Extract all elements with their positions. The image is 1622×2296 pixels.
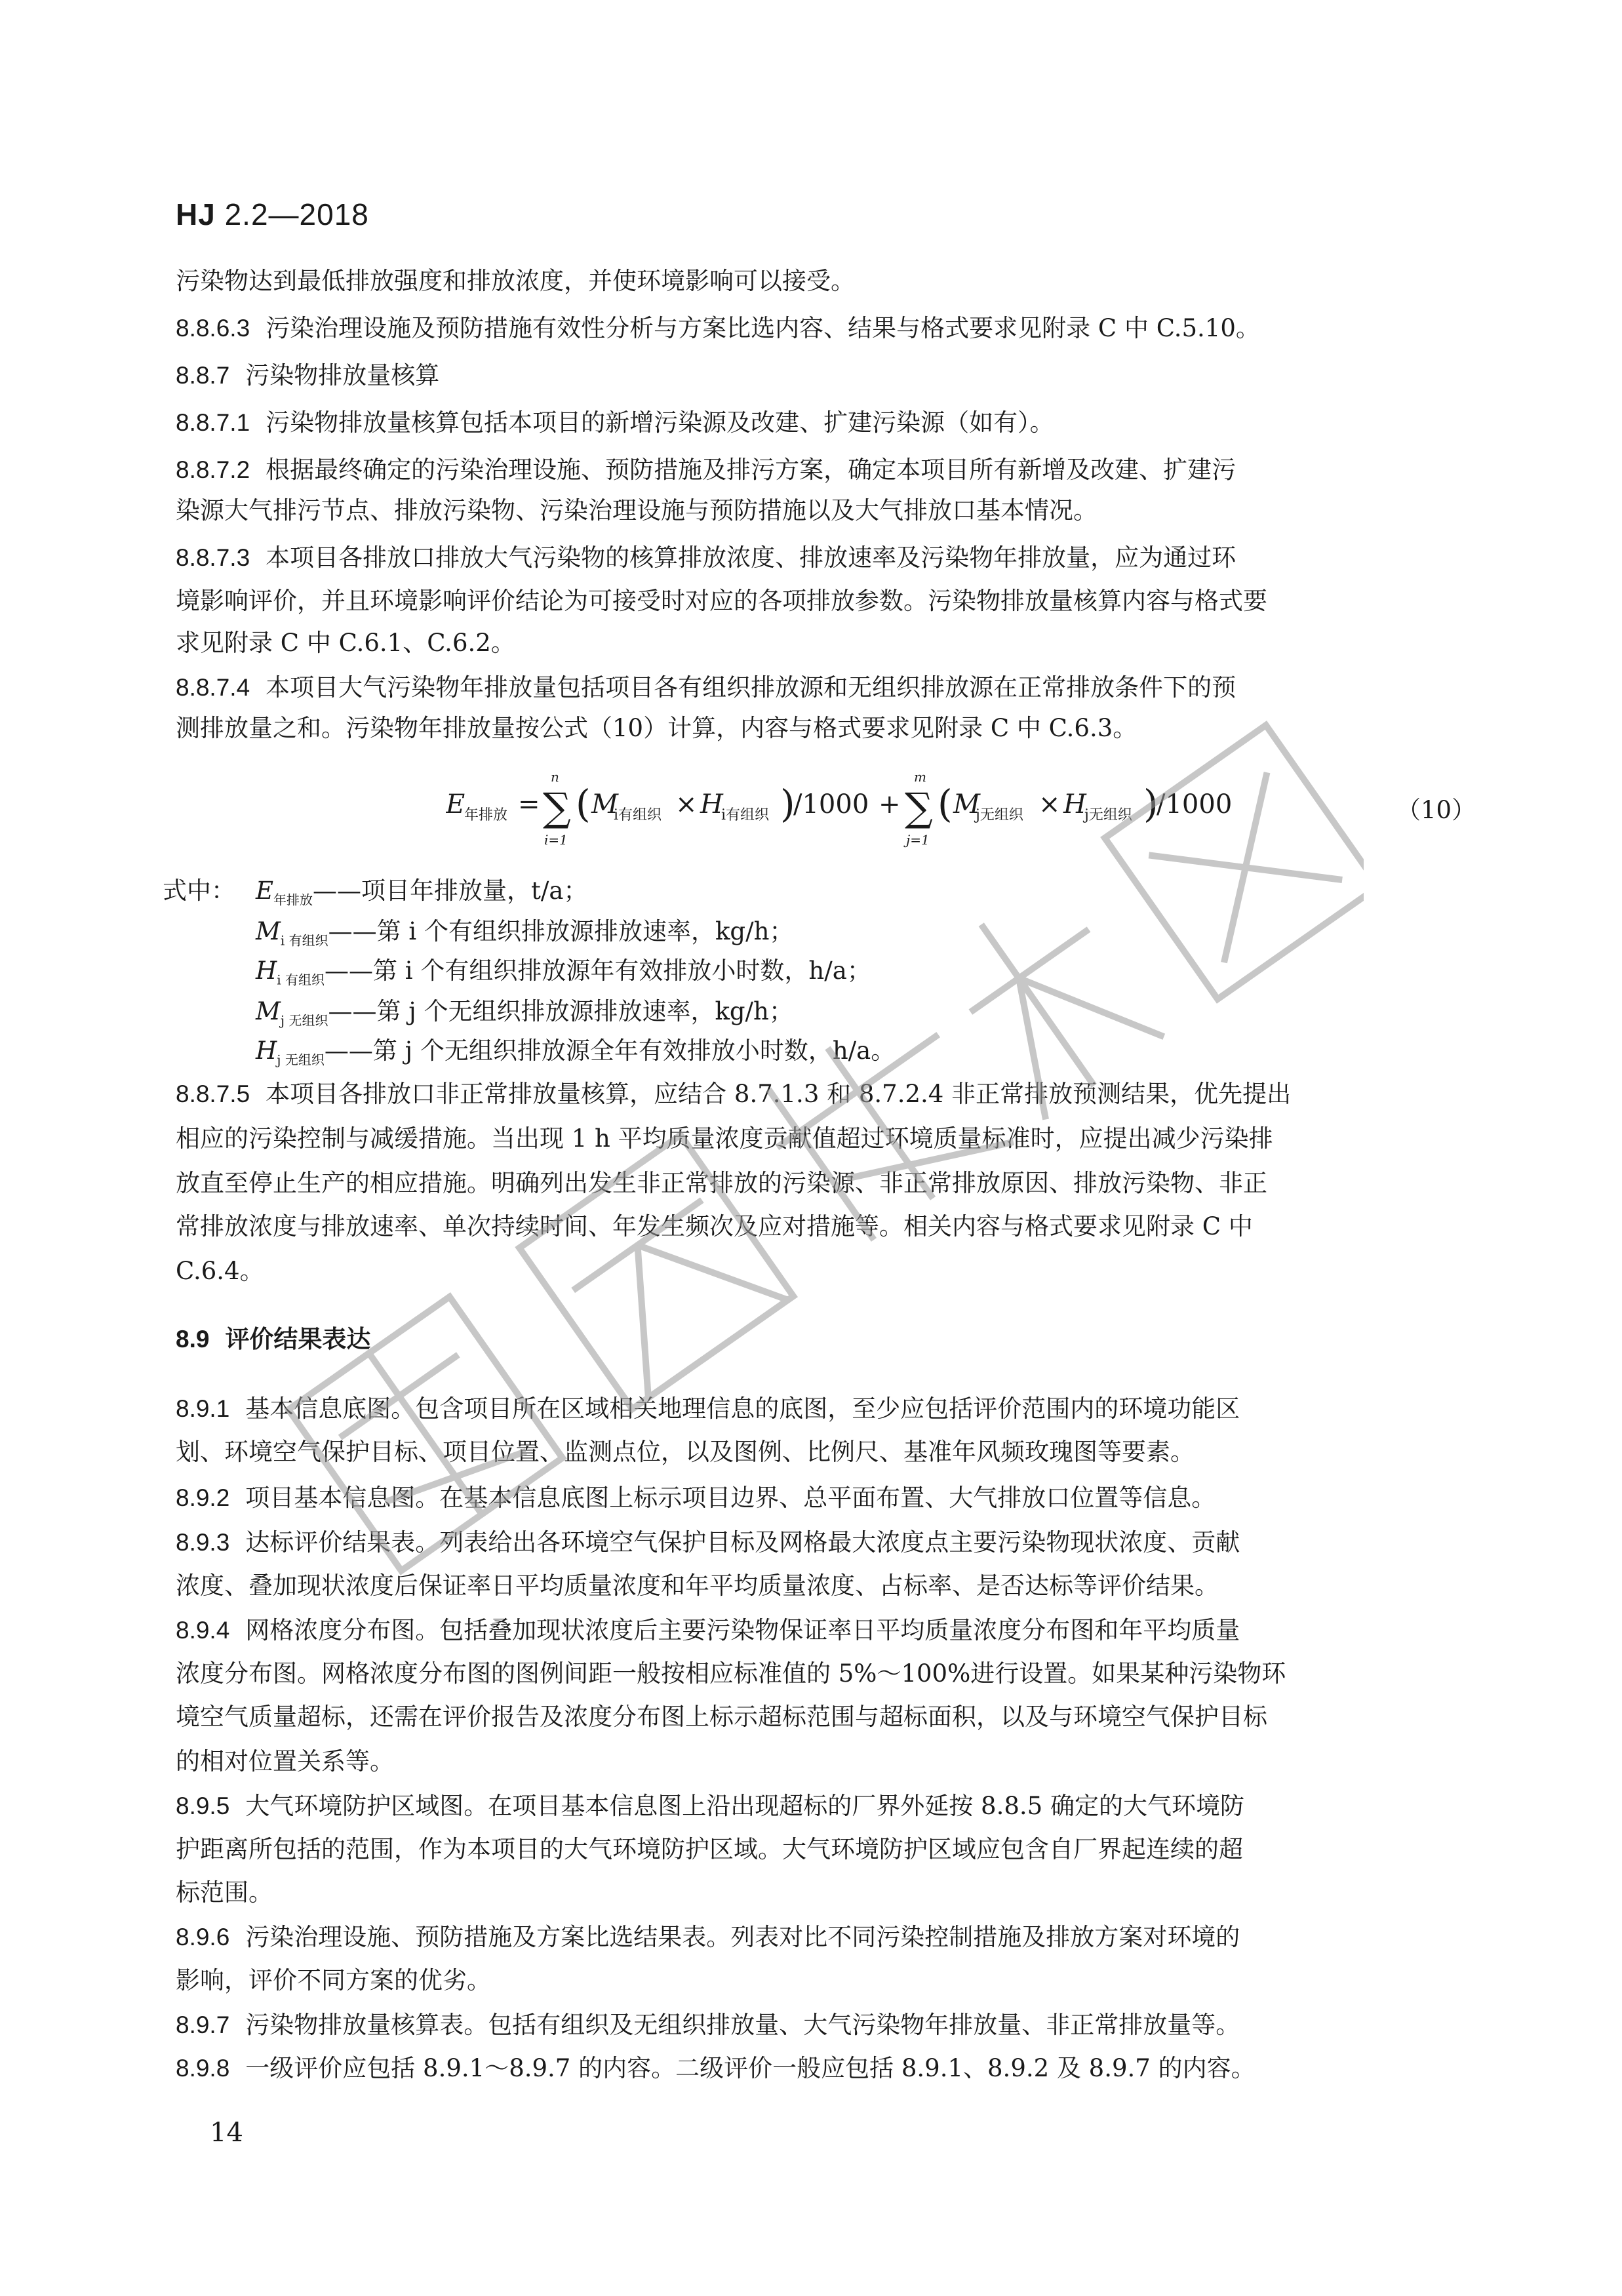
text-line xyxy=(176,1530,1240,1554)
line-text: 污染物排放量核算包括本项目的新增污染源及改建、扩建污染源（如有）。 xyxy=(266,408,1054,437)
section-number: 8.8.7.2 xyxy=(176,456,250,483)
variable-definition xyxy=(256,999,793,1027)
variable-definition xyxy=(256,919,793,947)
where-prefix: 式中： xyxy=(163,877,235,905)
line-text: 污染物达到最低排放强度和排放浓度，并使环境影响可以接受。 xyxy=(176,267,855,295)
standard-prefix: HJ xyxy=(176,197,216,231)
m2: M xyxy=(953,789,980,820)
section-number: 8.9.5 xyxy=(176,1792,230,1819)
line-text: 影响，评价不同方案的优劣。 xyxy=(176,1966,491,1994)
sum1-upper: n xyxy=(551,769,559,785)
sum2-lower: j=1 xyxy=(906,832,930,848)
text-line xyxy=(176,1486,1216,1510)
variable-symbol: H xyxy=(256,957,277,985)
section-number: 8.9.6 xyxy=(176,1924,230,1950)
variable-symbol: H xyxy=(256,1037,277,1065)
text-line xyxy=(176,1749,394,1773)
text-line xyxy=(176,410,1054,435)
document-header xyxy=(176,197,369,232)
line-text: 境空气质量超标，还需在评价报告及浓度分布图上标示超标范围与超标面积，以及与环境空气保护目标 xyxy=(176,1703,1267,1731)
text-line xyxy=(176,2013,1240,2037)
text-line xyxy=(176,2056,1256,2080)
variable-description: ——第 i 个有组织排放源排放速率，kg/h； xyxy=(328,917,794,945)
m1-sub: i有组织 xyxy=(614,807,662,823)
sum1-sigma: ∑ xyxy=(543,785,571,831)
text-line xyxy=(176,458,1236,482)
line-text: 相应的污染控制与减缓措施。当出现 1 h 平均质量浓度贡献值超过环境质量标准时，应提出减少污染排 xyxy=(176,1124,1273,1153)
variable-definition xyxy=(256,959,871,986)
line-text: 污染治理设施及预防措施有效性分析与方案比选内容、结果与格式要求见附录 C 中 C.5.10。 xyxy=(266,314,1260,342)
line-text: 求见附录 C 中 C.6.1、C.6.2。 xyxy=(176,629,515,657)
section-number: 8.9.2 xyxy=(176,1484,230,1511)
line-text: 本项目各排放口排放大气污染物的核算排放浓度、排放速率及污染物年排放量，应为通过环 xyxy=(266,544,1236,572)
paren-open-1: ( xyxy=(576,782,591,826)
formula-eq: = xyxy=(518,789,540,820)
line-text: 放直至停止生产的相应措施。明确列出发生非正常排放的污染源、非正常排放原因、排放污染物、非正 xyxy=(176,1169,1267,1197)
line-text: 常排放浓度与排放速率、单次持续时间、年发生频次及应对措施等。相关内容与格式要求见附录 C 中 xyxy=(176,1212,1253,1240)
line-text: 网格浓度分布图。包括叠加现状浓度后主要污染物保证率日平均质量浓度分布图和年平均质量 xyxy=(245,1616,1240,1644)
section-number: 8.9 xyxy=(176,1326,210,1353)
times-1: × xyxy=(675,789,698,820)
text-line xyxy=(176,1925,1240,1949)
variable-description: ——第 j 个无组织排放源全年有效排放小时数，h/a。 xyxy=(324,1037,896,1065)
times-2: × xyxy=(1038,789,1061,820)
line-text: 浓度分布图。网格浓度分布图的图例间距一般按相应标准值的 5%～100%进行设置。如果某种污染物环 xyxy=(176,1659,1286,1688)
line-text: 达标评价结果表。列表给出各环境空气保护目标及网格最大浓度点主要污染物现状浓度、贡献 xyxy=(245,1528,1240,1556)
div-1: /1000 xyxy=(793,789,869,820)
standard-number: 2.2—2018 xyxy=(224,197,369,231)
section-number: 8.8.7.1 xyxy=(176,409,250,436)
formula-lhs-sub: 年排放 xyxy=(464,807,508,823)
formula-lhs: E xyxy=(446,789,465,820)
variable-description: ——第 j 个无组织排放源排放速率，kg/h； xyxy=(328,997,793,1025)
sum1-lower: i=1 xyxy=(544,832,568,848)
section-number: 8.8.7.5 xyxy=(176,1080,250,1107)
paren-close-2: ) xyxy=(1143,782,1158,826)
line-text: 大气环境防护区域图。在项目基本信息图上沿出现超标的厂界外延按 8.8.5 确定的大气环境防 xyxy=(245,1792,1244,1820)
sum2-sigma: ∑ xyxy=(905,785,933,831)
variable-symbol: M xyxy=(256,997,281,1025)
line-text: C.6.4。 xyxy=(176,1257,264,1285)
text-line xyxy=(176,1082,1291,1106)
section-number: 8.8.7.3 xyxy=(176,544,250,571)
watermark xyxy=(249,590,1364,1639)
section-number: 8.9.3 xyxy=(176,1529,230,1556)
line-text: 标范围。 xyxy=(176,1878,273,1907)
plus: + xyxy=(879,789,901,820)
text-line xyxy=(176,1171,1267,1195)
text-line xyxy=(176,1618,1240,1642)
m1: M xyxy=(591,789,618,820)
div-2: /1000 xyxy=(1157,789,1233,820)
text-line xyxy=(176,316,1260,340)
text-line xyxy=(176,1661,1286,1686)
text-line xyxy=(176,1396,1240,1421)
text-line xyxy=(176,589,1267,613)
section-number: 8.8.6.3 xyxy=(176,315,250,342)
h2-sub: j无组织 xyxy=(1084,807,1132,823)
line-text: 污染物排放量核算 xyxy=(245,361,440,389)
line-text: 基本信息底图。包含项目所在区域相关地理信息的底图，至少应包括评价范围内的环境功能区 xyxy=(245,1395,1240,1423)
line-text: 浓度、叠加现状浓度后保证率日平均质量浓度和年平均质量浓度、占标率、是否达标等评价结果。 xyxy=(176,1572,1219,1600)
variable-definition xyxy=(256,1039,895,1066)
section-number: 8.8.7 xyxy=(176,362,230,389)
variable-symbol: M xyxy=(256,917,281,945)
line-text: 本项目各排放口非正常排放量核算，应结合 8.7.1.3 和 8.7.2.4 非正常排放预测结果，优先提出 xyxy=(266,1080,1292,1108)
sum2-upper: m xyxy=(914,769,926,785)
text-line xyxy=(176,1968,491,1992)
text-line xyxy=(176,1794,1244,1818)
section-number: 8.9.4 xyxy=(176,1617,230,1644)
text-line xyxy=(176,675,1236,700)
line-text: 的相对位置关系等。 xyxy=(176,1747,394,1775)
line-text: 评价结果表达 xyxy=(225,1326,371,1353)
line-text: 染源大气排污节点、排放污染物、污染治理设施与预防措施以及大气排放口基本情况。 xyxy=(176,496,1098,525)
variable-description: ——项目年排放量，t/a； xyxy=(313,877,588,905)
variable-subscript: 年排放 xyxy=(273,892,313,908)
section-number: 8.9.1 xyxy=(176,1395,230,1422)
m2-sub: j无组织 xyxy=(976,807,1023,823)
section-number: 8.8.7.4 xyxy=(176,674,250,701)
section-number: 8.9.7 xyxy=(176,2011,230,2038)
text-line xyxy=(176,1440,1195,1464)
variable-symbol: E xyxy=(256,877,274,905)
line-text: 项目基本信息图。在基本信息底图上标示项目边界、总平面布置、大气排放口位置等信息。 xyxy=(245,1484,1216,1512)
equation-number: （10） xyxy=(1396,796,1476,824)
variable-definition xyxy=(256,879,587,906)
h1-sub: i有组织 xyxy=(721,807,770,823)
h1: H xyxy=(700,789,723,820)
variable-description: ——第 i 个有组织排放源年有效排放小时数，h/a； xyxy=(325,957,871,985)
variable-subscript: j 无组织 xyxy=(277,1052,325,1068)
text-line xyxy=(176,1880,273,1905)
page-number: 14 xyxy=(210,2118,243,2148)
text-line xyxy=(176,498,1098,523)
text-line xyxy=(176,1259,264,1283)
line-text: 护距离所包括的范围，作为本项目的大气环境防护区域。大气环境防护区域应包含自厂界起连续的超 xyxy=(176,1835,1243,1863)
variable-subscript: j 无组织 xyxy=(280,1012,328,1029)
variable-subscript: i 有组织 xyxy=(280,932,328,949)
text-line xyxy=(176,545,1236,570)
paren-close-1: ) xyxy=(780,782,795,826)
text-line xyxy=(176,1126,1273,1151)
line-text: 本项目大气污染物年排放量包括项目各有组织排放源和无组织排放源在正常排放条件下的预 xyxy=(266,673,1236,702)
text-line xyxy=(176,1837,1243,1861)
line-text: 境影响评价，并且环境影响评价结论为可接受时对应的各项排放参数。污染物排放量核算内容与格式要 xyxy=(176,587,1267,615)
h2: H xyxy=(1063,789,1086,820)
text-line xyxy=(176,1705,1267,1729)
line-text: 污染物排放量核算表。包括有组织及无组织排放量、大气污染物年排放量、非正常排放量等。 xyxy=(245,2011,1240,2039)
line-text: 污染治理设施、预防措施及方案比选结果表。列表对比不同污染控制措施及排放方案对环境的 xyxy=(245,1923,1240,1951)
paren-open-2: ( xyxy=(938,782,953,826)
text-line xyxy=(176,631,515,655)
section-number: 8.9.8 xyxy=(176,2055,230,2082)
line-text: 测排放量之和。污染物年排放量按公式（10）计算，内容与格式要求见附录 C 中 C.6.3。 xyxy=(176,714,1137,742)
text-line xyxy=(176,363,439,387)
line-text: 划、环境空气保护目标、项目位置、监测点位，以及图例、比例尺、基准年风频玫瑰图等要素。 xyxy=(176,1438,1195,1466)
text-line xyxy=(176,1327,370,1351)
line-text: 根据最终确定的污染治理设施、预防措施及排污方案，确定本项目所有新增及改建、扩建污 xyxy=(266,456,1236,484)
line-text: 一级评价应包括 8.9.1～8.9.7 的内容。二级评价一般应包括 8.9.1、8.9.2 及 8.9.7 的内容。 xyxy=(245,2054,1256,2082)
formula-10 xyxy=(446,767,1324,852)
text-line xyxy=(176,1574,1219,1598)
text-line xyxy=(176,1214,1253,1238)
text-line xyxy=(176,269,855,293)
variable-subscript: i 有组织 xyxy=(277,972,325,988)
text-line xyxy=(176,716,1137,740)
